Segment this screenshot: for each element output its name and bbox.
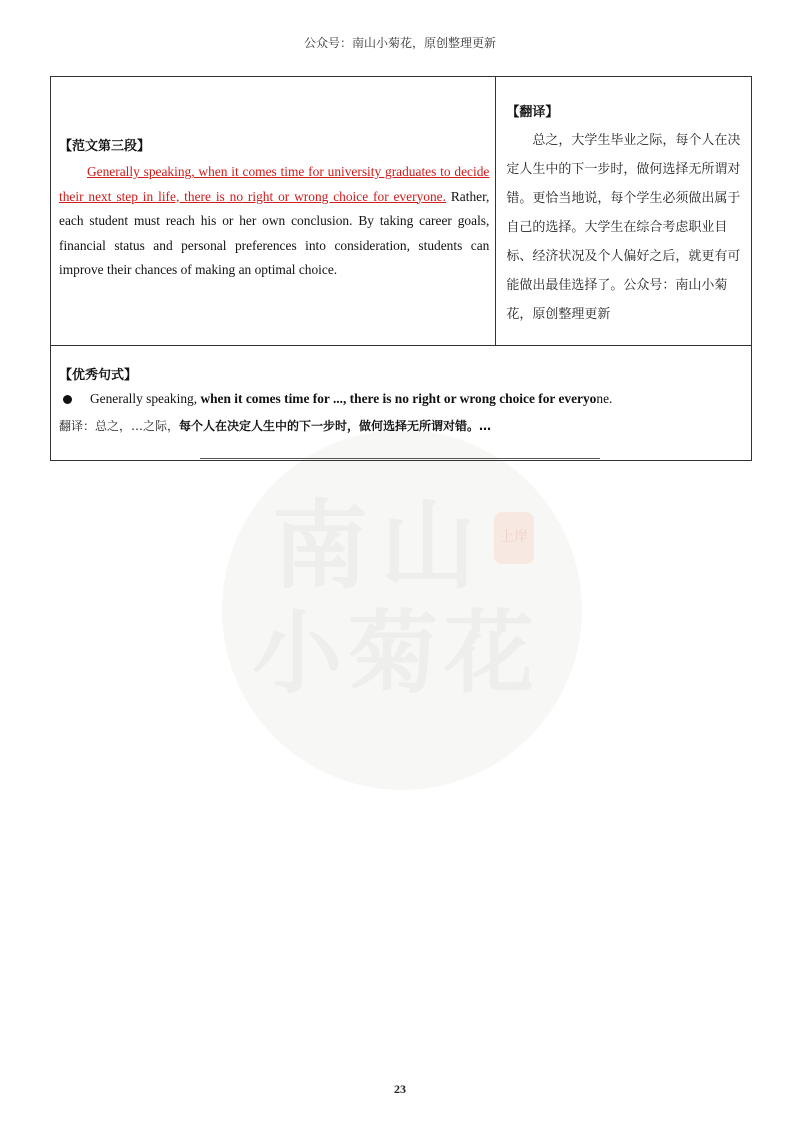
sentence-pattern: when it comes time for ..., there is no right or wrong choice for everyo <box>200 391 597 406</box>
translation-paragraph <box>506 126 743 329</box>
sentence-title: 【优秀句式】 <box>59 368 138 383</box>
sentence-bullet-line <box>59 391 745 407</box>
divider <box>200 458 600 459</box>
essay-cell <box>51 77 496 346</box>
watermark-line2: 小菊花 <box>252 601 540 706</box>
translation-body: 总之，大学生毕业之际，每个人在决定人生中的下一步时，做何选择无所谓对错。更恰当地说，每个学生必须做出属于自己的选择。大学生在综合考虑职业目标、经济状况及个人偏好之后，就更有可能做出最佳选择了。公众号：南山小菊花，原创整理更新 <box>506 133 741 322</box>
bullet-icon <box>63 395 72 404</box>
watermark-logo <box>222 430 582 790</box>
page-number: 23 <box>394 1082 406 1096</box>
sentence-trans-prefix: 翻译：总之，…之际， <box>59 419 180 433</box>
translation-cell <box>496 77 752 346</box>
translation-title: 【翻译】 <box>506 105 559 120</box>
sentence-translation <box>59 417 745 434</box>
sentence-trans-bold: 每个人在决定人生中的下一步时，做何选择无所谓对错。… <box>179 419 492 433</box>
sentence-cell <box>51 346 752 461</box>
sentence-suffix: ne. <box>596 391 613 406</box>
watermark-line1: 南山 <box>272 490 488 602</box>
essay-paragraph <box>59 160 489 283</box>
essay-title: 【范文第三段】 <box>59 139 151 154</box>
essay-highlight-text: Generally speaking, when it comes time for university graduates to decide their next step in life, there is no right or wrong choice for everyone. <box>59 164 490 204</box>
essay-rest-text: Rather, each student must reach his or her own conclusion. By taking career goals, financial status and personal preferences into consideration, students can improve their chances of making an optimal choice. <box>59 188 490 277</box>
watermark-seal-text: 上岸 <box>500 529 528 545</box>
page-header: 公众号：南山小菊花，原创整理更新 <box>303 36 496 50</box>
sentence-prefix: Generally speaking, <box>90 391 201 406</box>
watermark-seal <box>494 512 534 564</box>
content-table <box>50 76 752 461</box>
